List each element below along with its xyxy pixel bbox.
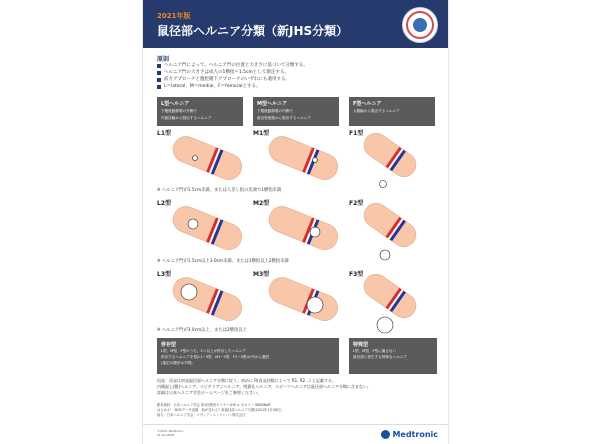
footer: [143, 424, 448, 444]
medtronic-mark-icon: [381, 430, 390, 439]
special-type-line: L型、M型、F型に属さない: [353, 349, 397, 353]
credit-line: 協力：日本ヘルニア学会・コヴィディエンジャパン株式会社: [157, 413, 246, 417]
credit-line: はじめる！ NCDデータ登録 何が変わる？新鼠径部ヘルニア分類(2021年1月28日): [157, 408, 282, 412]
footnote-exclusions: 内側鼠上(腹)ヘルニア、スピゲリアンヘルニア、閉鎖孔ヘルニア、スポーツヘルニアは鼠径部ヘルニア分類に含まない。: [157, 384, 371, 389]
header-banner: [143, 0, 448, 48]
combined-type-title: 併存型: [161, 342, 177, 348]
l3-hernia-diagram: [167, 275, 247, 325]
category-l-desc2: 内鼠径輪から脱出するヘルニア: [161, 116, 212, 120]
credits: [157, 403, 282, 418]
type-m1-label: M1型: [253, 130, 270, 137]
medtronic-logo: [381, 430, 438, 439]
combined-type-line: 併存するヘルニアを型(L1~3型、M1~3型、F1~3型)の中から選択: [161, 355, 270, 359]
square-bullet-icon: [157, 85, 161, 89]
size-note-row1: ※ ヘルニア門が1.5cm未満、または人差し指の先端で1横指未満: [157, 188, 282, 193]
m1-hernia-diagram: [263, 134, 343, 184]
f3-hernia-diagram: [355, 271, 425, 335]
society-seal-icon: [402, 7, 438, 43]
type-l1-label: L1型: [157, 130, 171, 137]
size-note-row3: ※ ヘルニア門が3.0cm以上、または2横指以上: [157, 328, 247, 333]
size-note-row2: ※ ヘルニア門が1.5cm以上3.0cm未満、または1横指以上2横指未満: [157, 259, 289, 264]
l1-hernia-diagram: [167, 134, 247, 184]
category-m: [253, 97, 339, 126]
type-f1-label: F1型: [349, 130, 364, 137]
classification-sheet: [143, 0, 448, 443]
principles-list: [157, 62, 437, 90]
footnote-recurrence: 再発：再発は初発鼠径部ヘルニア分類に従う。初めに R(再発回数によって R1, R2…) と記載する。: [157, 378, 336, 383]
f1-hernia-diagram: [355, 130, 425, 190]
type-f2-label: F2型: [349, 200, 364, 207]
m2-hernia-diagram: [263, 204, 343, 254]
principle-item: L＝lateral，M＝medial，F＝femoralとする。: [157, 83, 437, 90]
square-bullet-icon: [157, 64, 161, 68]
principle-item: ヘルニア門によって、ヘルニア門の位置と大きさに基づいて分類する。: [157, 62, 437, 69]
page-title: 鼠径部ヘルニア分類（新JHS分類）: [157, 24, 349, 38]
special-type-line: 鼠径部に発生する特殊なヘルニア: [353, 355, 407, 359]
combined-type-line: (重記の順序は不問): [161, 361, 193, 365]
document-code: ©2021 Medtronic 21-VA-0000: [157, 429, 184, 437]
type-l2-label: L2型: [157, 200, 171, 207]
edition-year: 2021年版: [157, 12, 191, 20]
principles-heading: 原則: [157, 56, 170, 63]
type-m3-label: M3型: [253, 271, 270, 278]
credit-line: 配布資料：日本ヘルニア学会 第1回教育セミナー JHS × セロコン WEBINAR: [157, 403, 271, 407]
square-bullet-icon: [157, 71, 161, 75]
category-f-desc1: 大腿輪から脱出するヘルニア: [353, 109, 400, 113]
category-m-title: M型ヘルニア: [257, 101, 287, 107]
category-l-title: L型ヘルニア: [161, 101, 190, 107]
category-l: [157, 97, 243, 126]
combined-type-line: L型、M型、F型のうち、2つ以上が併存したヘルニア: [161, 349, 246, 353]
special-type-box: [349, 338, 437, 374]
category-m-desc1: 下腹壁動静脈の内側で: [257, 109, 293, 113]
category-f: [349, 97, 435, 126]
type-l3-label: L3型: [157, 271, 171, 278]
category-f-title: F型ヘルニア: [353, 101, 382, 107]
type-f3-label: F3型: [349, 271, 364, 278]
square-bullet-icon: [157, 78, 161, 82]
principle-item: ヘルニア門の大きさは成人の1横指＝1.5cmとして測定する。: [157, 69, 437, 76]
category-m-desc2: 鼠径管後壁から脱出するヘルニア: [257, 116, 311, 120]
footnote-reference: 詳細は日本ヘルニア学会ホームページをご参照ください。: [157, 390, 261, 395]
l2-hernia-diagram: [167, 204, 247, 254]
f2-hernia-diagram: [355, 200, 425, 262]
type-m2-label: M2型: [253, 200, 270, 207]
brand-name: Medtronic: [392, 430, 438, 439]
special-type-title: 特殊型: [353, 342, 369, 348]
combined-type-box: [157, 338, 339, 374]
m3-hernia-diagram: [263, 275, 343, 325]
category-l-desc1: 下腹壁動静脈の外側で: [161, 109, 197, 113]
principle-item: 前方アプローチと腹腔鏡下アプローチのいずれにも適用する。: [157, 76, 437, 83]
footnotes: [157, 378, 442, 396]
